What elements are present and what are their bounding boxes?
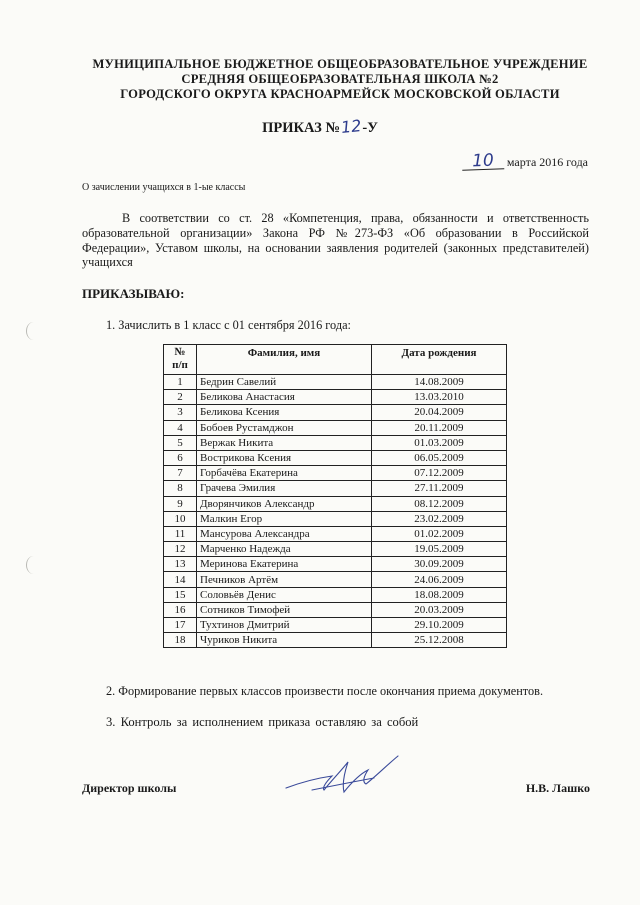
header-num-line2: п/п — [172, 359, 188, 371]
row-number: 2 — [164, 390, 197, 405]
punch-hole-mark — [26, 322, 41, 340]
table-row — [164, 496, 507, 511]
director-title: Директор школы — [82, 781, 177, 795]
row-number: 18 — [164, 633, 197, 648]
table-row — [164, 602, 507, 617]
table-row — [164, 466, 507, 481]
date-rest: марта 2016 года — [506, 155, 588, 169]
date-day-handwritten: 10 — [462, 152, 505, 170]
table-row — [164, 572, 507, 587]
table-row — [164, 420, 507, 435]
student-name: Малкин Егор — [197, 511, 372, 526]
row-number: 11 — [164, 526, 197, 541]
birth-date: 25.12.2008 — [372, 633, 507, 648]
student-name: Горбачёва Екатерина — [197, 466, 372, 481]
birth-date: 18.08.2009 — [372, 587, 507, 602]
order-word: ПРИКАЗЫВАЮ: — [82, 286, 185, 301]
header-line-2: СРЕДНЯЯ ОБЩЕОБРАЗОВАТЕЛЬНАЯ ШКОЛА №2 — [181, 72, 499, 86]
row-number: 5 — [164, 435, 197, 450]
row-number: 3 — [164, 405, 197, 420]
table-row — [164, 481, 507, 496]
order-suffix: -У — [362, 120, 378, 136]
table-row — [164, 587, 507, 602]
birth-date: 01.02.2009 — [372, 526, 507, 541]
student-name: Мансурова Александра — [197, 526, 372, 541]
birth-date: 13.03.2010 — [372, 390, 507, 405]
student-name: Беликова Ксения — [197, 405, 372, 420]
table-row — [164, 390, 507, 405]
row-number: 17 — [164, 618, 197, 633]
row-number: 6 — [164, 450, 197, 465]
order-subject: О зачислении учащихся в 1-ые классы — [82, 182, 246, 193]
row-number: 13 — [164, 557, 197, 572]
table-row — [164, 526, 507, 541]
header-num-line1: № — [174, 346, 186, 358]
student-name: Вержак Никита — [197, 435, 372, 450]
student-name: Чуриков Никита — [197, 633, 372, 648]
birth-date: 27.11.2009 — [372, 481, 507, 496]
order-prefix: ПРИКАЗ № — [262, 120, 341, 136]
students-table — [163, 344, 507, 648]
birth-date: 20.11.2009 — [372, 420, 507, 435]
student-name: Печников Артём — [197, 572, 372, 587]
row-number: 14 — [164, 572, 197, 587]
table-row — [164, 618, 507, 633]
birth-date: 06.05.2009 — [372, 450, 507, 465]
birth-date: 24.06.2009 — [372, 572, 507, 587]
header-name: Фамилия, имя — [197, 345, 372, 375]
row-number: 1 — [164, 375, 197, 390]
table-row — [164, 450, 507, 465]
student-name: Меринова Екатерина — [197, 557, 372, 572]
birth-date: 19.05.2009 — [372, 542, 507, 557]
birth-date: 20.03.2009 — [372, 602, 507, 617]
item-1: 1. Зачислить в 1 класс с 01 сентября 2016 года: — [106, 318, 351, 332]
table-row — [164, 405, 507, 420]
row-number: 12 — [164, 542, 197, 557]
director-name: Н.В. Лашко — [525, 781, 590, 795]
student-name: Беликова Анастасия — [197, 390, 372, 405]
student-name: Бобоев Рустамджон — [197, 420, 372, 435]
row-number: 10 — [164, 511, 197, 526]
intro-paragraph: В соответствии со ст. 28 «Компетенция, права, обязанности и ответственность образовательной организации» Закона РФ №273-ФЗ «Об образовании в Российской Федерации», Уставом школы, на основании заявления родителей (законных представителей) учащихся — [82, 211, 589, 270]
header-num — [164, 345, 197, 375]
student-name: Грачева Эмилия — [197, 481, 372, 496]
table-row — [164, 542, 507, 557]
item-2: 2. Формирование первых классов произвести после окончания приема документов. — [106, 684, 544, 698]
student-name: Тухтинов Дмитрий — [197, 618, 372, 633]
student-name: Вострикова Ксения — [197, 450, 372, 465]
order-title — [0, 117, 640, 137]
birth-date: 01.03.2009 — [372, 435, 507, 450]
order-number-handwritten: 12 — [340, 115, 363, 138]
punch-hole-mark — [26, 556, 41, 574]
birth-date: 29.10.2009 — [372, 618, 507, 633]
director-signature — [282, 752, 402, 802]
header-line-1: МУНИЦИПАЛЬНОЕ БЮДЖЕТНОЕ ОБЩЕОБРАЗОВАТЕЛЬНОЕ УЧРЕЖДЕНИЕ — [92, 57, 588, 71]
student-name: Бедрин Савелий — [197, 375, 372, 390]
birth-date: 08.12.2009 — [372, 496, 507, 511]
table-row — [164, 557, 507, 572]
table-header-row — [164, 345, 507, 375]
student-name: Соловьёв Денис — [197, 587, 372, 602]
students-table-body — [164, 375, 507, 648]
table-row — [164, 633, 507, 648]
birth-date: 20.04.2009 — [372, 405, 507, 420]
student-name: Дворянчиков Александр — [197, 496, 372, 511]
birth-date: 30.09.2009 — [372, 557, 507, 572]
school-header — [80, 57, 600, 102]
header-date: Дата рождения — [372, 345, 507, 375]
birth-date: 14.08.2009 — [372, 375, 507, 390]
row-number: 15 — [164, 587, 197, 602]
student-name: Сотников Тимофей — [197, 602, 372, 617]
row-number: 16 — [164, 602, 197, 617]
row-number: 9 — [164, 496, 197, 511]
student-name: Марченко Надежда — [197, 542, 372, 557]
birth-date: 23.02.2009 — [372, 511, 507, 526]
row-number: 7 — [164, 466, 197, 481]
row-number: 8 — [164, 481, 197, 496]
table-row — [164, 435, 507, 450]
table-row — [164, 511, 507, 526]
birth-date: 07.12.2009 — [372, 466, 507, 481]
header-line-3: ГОРОДСКОГО ОКРУГА КРАСНОАРМЕЙСК МОСКОВСКОЙ ОБЛАСТИ — [120, 87, 560, 101]
item-3: 3. Контроль за исполнением приказа оставляю за собой — [106, 715, 419, 729]
order-date — [462, 150, 588, 172]
row-number: 4 — [164, 420, 197, 435]
table-row — [164, 375, 507, 390]
